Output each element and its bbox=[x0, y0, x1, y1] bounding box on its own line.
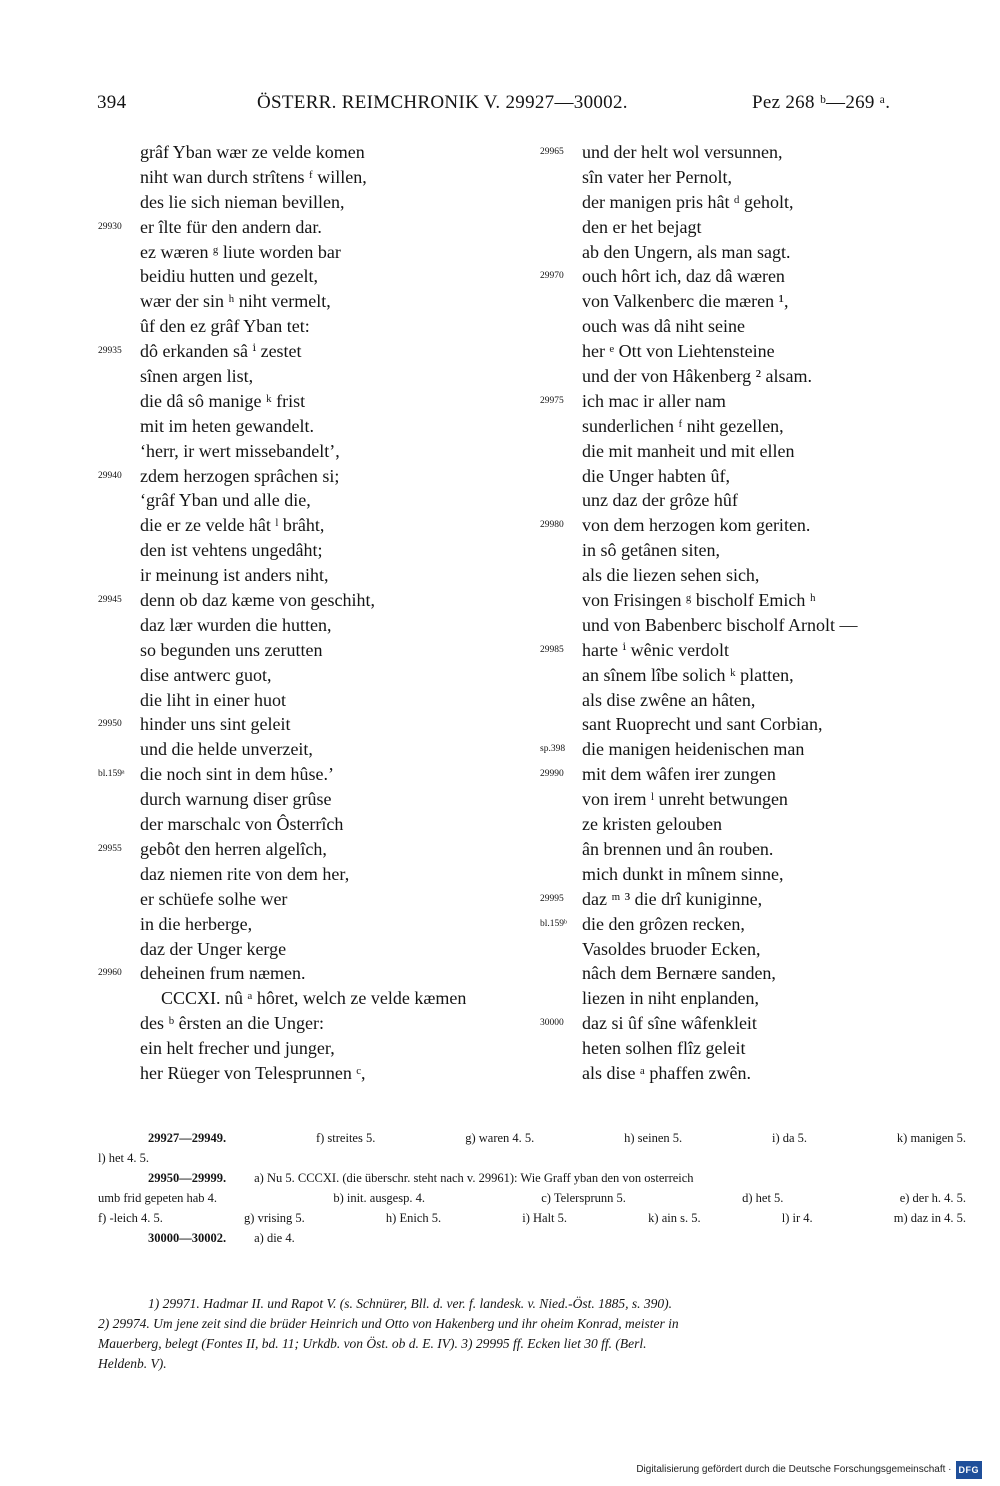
credit-text: Digitalisierung gefördert durch die Deutsche Forschungsgemeinschaft · bbox=[636, 1464, 952, 1475]
verse-line bbox=[540, 613, 960, 638]
verse-line bbox=[98, 289, 518, 314]
verse-line bbox=[540, 787, 960, 812]
verse-line bbox=[98, 140, 518, 165]
verse-text: niht wan durch strîtens ᶠ willen, bbox=[140, 166, 367, 187]
verse-line bbox=[540, 812, 960, 837]
apparatus-line bbox=[98, 1168, 966, 1188]
verse-text: des ᵇ êrsten an die Unger: bbox=[140, 1013, 325, 1034]
verse-text: grâf Yban wær ze velde komen bbox=[140, 142, 365, 162]
line-number: 29985 bbox=[540, 644, 564, 655]
verse-line bbox=[98, 538, 518, 563]
verse-line bbox=[540, 638, 960, 663]
verse-line bbox=[98, 712, 518, 737]
verse-line bbox=[98, 887, 518, 912]
apparatus-range: 29950—29999. bbox=[148, 1171, 227, 1185]
verse-text: wær der sin ʰ niht vermelt, bbox=[140, 291, 331, 312]
line-number: sp.398 bbox=[540, 744, 566, 755]
apparatus-note: i) Halt 5. bbox=[522, 1211, 568, 1225]
verse-line bbox=[98, 563, 518, 588]
verse-text: von Valkenberc die mæren ¹, bbox=[582, 291, 789, 312]
verse-line bbox=[98, 240, 518, 265]
verse-text: die liht in einer huot bbox=[140, 689, 286, 710]
verse-text: ‘herr, ir wert missebandelt’, bbox=[140, 440, 340, 461]
verse-line bbox=[540, 986, 960, 1011]
verse-text: von dem herzogen kom geriten. bbox=[582, 515, 811, 536]
verse-line bbox=[540, 165, 960, 190]
verse-line bbox=[540, 937, 960, 962]
apparatus-line bbox=[98, 1128, 966, 1148]
verse-line bbox=[540, 190, 960, 215]
verse-text: als dise ᵃ phaffen zwên. bbox=[582, 1062, 752, 1083]
critical-apparatus bbox=[98, 1128, 966, 1248]
apparatus-note: h) seinen 5. bbox=[624, 1131, 683, 1145]
verse-text: zdem herzogen sprâchen si; bbox=[140, 465, 340, 486]
footnote: Heldenb. V). bbox=[98, 1356, 167, 1371]
verse-text: nâch dem Bernære sanden, bbox=[582, 963, 776, 984]
verse-line bbox=[98, 1061, 518, 1086]
apparatus-note: i) da 5. bbox=[771, 1131, 808, 1145]
verse-text: durch warnung diser grûse bbox=[140, 789, 332, 810]
verse-text: die er ze velde hât ˡ brâht, bbox=[140, 515, 325, 536]
verse-text: gebôt den herren algelîch, bbox=[140, 838, 327, 859]
left-verse-column bbox=[98, 140, 518, 1086]
verse-text: ez wæren ᵍ liute worden bar bbox=[140, 241, 341, 262]
verse-text: ûf den ez grâf Yban tet: bbox=[140, 316, 310, 337]
verse-text: in die herberge, bbox=[140, 913, 253, 934]
verse-text: er îlte für den andern dar. bbox=[140, 216, 322, 237]
line-number: 29990 bbox=[540, 769, 564, 780]
verse-line bbox=[540, 538, 960, 563]
verse-line bbox=[98, 762, 518, 787]
verse-text: daz ᵐ ³ die drî kuniginne, bbox=[582, 888, 763, 909]
verse-text: sunderlichen ᶠ niht gezellen, bbox=[582, 415, 784, 436]
apparatus-note: h) Enich 5. bbox=[385, 1211, 442, 1225]
verse-text: von irem ˡ unreht betwungen bbox=[582, 789, 788, 810]
verse-line bbox=[98, 688, 518, 713]
apparatus-note: umb frid gepeten hab 4. bbox=[98, 1191, 218, 1205]
apparatus-line bbox=[98, 1228, 966, 1248]
apparatus-note: e) der h. 4. 5. bbox=[899, 1191, 966, 1205]
verse-text: der manigen pris hât ᵈ geholt, bbox=[582, 191, 794, 212]
line-number: bl.159ᵃ bbox=[98, 769, 125, 780]
verse-line bbox=[98, 389, 518, 414]
verse-text: ouch hôrt ich, daz dâ wæren bbox=[582, 266, 785, 287]
verse-line bbox=[98, 1011, 518, 1036]
verse-line bbox=[98, 488, 518, 513]
verse-line bbox=[540, 439, 960, 464]
verse-text: harte ⁱ wênic verdolt bbox=[582, 639, 730, 660]
verse-text: des lie sich nieman bevillen, bbox=[140, 191, 345, 212]
verse-text: ân brennen und ân rouben. bbox=[582, 838, 774, 859]
verse-text: heten solhen flîz geleit bbox=[582, 1038, 746, 1059]
verse-text: als die liezen sehen sich, bbox=[582, 565, 760, 586]
apparatus-note: m) daz in 4. 5. bbox=[893, 1211, 966, 1225]
verse-line bbox=[98, 414, 518, 439]
line-number: 29940 bbox=[98, 470, 122, 481]
verse-line bbox=[540, 414, 960, 439]
verse-text: daz si ûf sîne wâfenkleit bbox=[582, 1013, 757, 1034]
line-number: 29980 bbox=[540, 520, 564, 531]
digitization-credit bbox=[636, 1462, 982, 1478]
verse-line bbox=[540, 464, 960, 489]
verse-text: her ᵉ Ott von Liehtensteine bbox=[582, 341, 775, 362]
apparatus-line bbox=[98, 1148, 966, 1168]
line-number: 29935 bbox=[98, 346, 122, 357]
verse-text: von Frisingen ᵍ bischolf Emich ʰ bbox=[582, 590, 816, 611]
verse-text: in sô getânen siten, bbox=[582, 540, 720, 561]
apparatus-note: f) -leich 4. 5. bbox=[98, 1211, 163, 1225]
verse-line bbox=[98, 513, 518, 538]
line-number: 29945 bbox=[98, 595, 122, 606]
verse-text: die noch sint in dem hûse.’ bbox=[140, 764, 334, 785]
verse-line bbox=[540, 339, 960, 364]
verse-line bbox=[540, 389, 960, 414]
apparatus-note: a) Nu 5. CCCXI. (die überschr. steht nach v. 29961): Wie Graff yban den von osterreich bbox=[254, 1171, 694, 1185]
verse-line bbox=[540, 961, 960, 986]
line-number: 29930 bbox=[98, 221, 122, 232]
line-number: 29995 bbox=[540, 893, 564, 904]
apparatus-note: a) die 4. bbox=[254, 1231, 295, 1245]
verse-line bbox=[98, 165, 518, 190]
verse-line bbox=[98, 588, 518, 613]
verse-line bbox=[98, 638, 518, 663]
line-number: 29975 bbox=[540, 395, 564, 406]
verse-line bbox=[540, 912, 960, 937]
apparatus-note: l) het 4. 5. bbox=[98, 1151, 150, 1165]
dfg-logo: DFG bbox=[956, 1461, 983, 1479]
verse-line bbox=[540, 663, 960, 688]
verse-line bbox=[98, 464, 518, 489]
verse-line bbox=[540, 240, 960, 265]
verse-text: der marschalc von Ôsterrîch bbox=[140, 814, 344, 835]
apparatus-note: k) ain s. 5. bbox=[648, 1211, 701, 1225]
verse-line bbox=[98, 439, 518, 464]
verse-line bbox=[98, 190, 518, 215]
verse-text: unz daz der grôze hûf bbox=[582, 490, 738, 511]
verse-text: ich mac ir aller nam bbox=[582, 390, 726, 411]
verse-line bbox=[540, 289, 960, 314]
verse-text: den ist vehtens ungedâht; bbox=[140, 540, 323, 561]
footnote: 1) 29971. Hadmar II. und Rapot V. (s. Schnürer, Bll. d. ver. f. landesk. v. Nied.-Öst. 1885, s. 390). bbox=[148, 1296, 672, 1311]
verse-line bbox=[540, 688, 960, 713]
verse-line bbox=[98, 937, 518, 962]
verse-text: so begunden uns zerutten bbox=[140, 639, 323, 660]
verse-line bbox=[540, 588, 960, 613]
line-number: 29955 bbox=[98, 843, 122, 854]
verse-text: Vasoldes bruoder Ecken, bbox=[582, 938, 761, 959]
running-head bbox=[97, 92, 957, 122]
verse-line bbox=[540, 712, 960, 737]
verse-text: die dâ sô manige ᵏ frist bbox=[140, 390, 306, 411]
verse-line bbox=[98, 912, 518, 937]
verse-text: ‘grâf Yban und alle die, bbox=[140, 490, 311, 511]
verse-text: CCCXI. nû ᵃ hôret, welch ze velde kæmen bbox=[161, 988, 467, 1009]
verse-line bbox=[98, 215, 518, 240]
verse-line bbox=[98, 961, 518, 986]
verse-line bbox=[98, 1036, 518, 1061]
verse-text: an sînem lîbe solich ᵏ platten, bbox=[582, 664, 794, 685]
verse-text: die manigen heidenischen man bbox=[582, 739, 805, 760]
verse-line bbox=[98, 613, 518, 638]
verse-line bbox=[98, 663, 518, 688]
verse-text: denn ob daz kæme von geschiht, bbox=[140, 590, 375, 611]
verse-line bbox=[98, 986, 518, 1011]
verse-text: ein helt frecher und junger, bbox=[140, 1038, 335, 1059]
verse-line bbox=[98, 837, 518, 862]
verse-line bbox=[540, 488, 960, 513]
verse-text: und von Babenberc bischolf Arnolt — bbox=[582, 614, 858, 635]
verse-line bbox=[98, 314, 518, 339]
verse-line bbox=[540, 762, 960, 787]
verse-line bbox=[540, 364, 960, 389]
apparatus-note: l) ir 4. bbox=[781, 1211, 813, 1225]
verse-line bbox=[540, 264, 960, 289]
verse-text: mit im heten gewandelt. bbox=[140, 415, 314, 436]
verse-text: er schüefe solhe wer bbox=[140, 888, 288, 909]
line-number: 29960 bbox=[98, 968, 122, 979]
verse-text: ouch was dâ niht seine bbox=[582, 316, 745, 337]
verse-text: mit dem wâfen irer zungen bbox=[582, 764, 776, 785]
apparatus-note: g) vrising 5. bbox=[244, 1211, 305, 1225]
footnote: Mauerberg, belegt (Fontes II, bd. 11; Urkdb. von Öst. ob d. E. IV). 3) 29995 ff. Ecken liet 30 ff. (Berl. bbox=[98, 1336, 647, 1351]
page-number: 394 bbox=[97, 92, 127, 113]
verse-text: und die helde unverzeit, bbox=[140, 739, 313, 760]
line-number: bl.159ᵇ bbox=[540, 918, 567, 929]
apparatus-line bbox=[98, 1208, 966, 1228]
verse-line bbox=[540, 140, 960, 165]
verse-line bbox=[98, 862, 518, 887]
verse-line bbox=[98, 264, 518, 289]
line-number: 29970 bbox=[540, 271, 564, 282]
footnotes bbox=[98, 1294, 966, 1374]
apparatus-note: f) streites 5. bbox=[315, 1131, 376, 1145]
apparatus-note: b) init. ausgesp. 4. bbox=[333, 1191, 425, 1205]
verse-text: die mit manheit und mit ellen bbox=[582, 440, 795, 461]
apparatus-range: 30000—30002. bbox=[148, 1231, 227, 1245]
verse-text: sant Ruoprecht und sant Corbian, bbox=[582, 714, 823, 735]
verse-text: daz lær wurden die hutten, bbox=[140, 614, 332, 635]
apparatus-range: 29927—29949. bbox=[148, 1131, 227, 1145]
verse-line bbox=[540, 737, 960, 762]
verse-line bbox=[98, 812, 518, 837]
apparatus-note: g) waren 4. 5. bbox=[465, 1131, 535, 1145]
verse-text: und der von Hâkenberg ² alsam. bbox=[582, 366, 813, 387]
page-title: ÖSTERR. REIMCHRONIK V. 29927—30002. bbox=[257, 92, 628, 113]
line-number: 30000 bbox=[540, 1018, 564, 1029]
verse-text: mich dunkt in mînem sinne, bbox=[582, 863, 784, 884]
verse-text: den er het bejagt bbox=[582, 216, 702, 237]
verse-text: sîn vater her Pernolt, bbox=[582, 166, 732, 187]
verse-text: ze kristen gelouben bbox=[582, 814, 722, 835]
verse-line bbox=[540, 837, 960, 862]
verse-line bbox=[98, 339, 518, 364]
line-number: 29965 bbox=[540, 147, 564, 157]
verse-line bbox=[540, 1061, 960, 1086]
verse-line bbox=[540, 1036, 960, 1061]
verse-text: ir meinung ist anders niht, bbox=[140, 565, 329, 586]
verse-line bbox=[540, 314, 960, 339]
verse-line bbox=[540, 862, 960, 887]
verse-text: her Rüeger von Telesprunnen ᶜ, bbox=[140, 1062, 366, 1083]
line-number: 29950 bbox=[98, 719, 122, 730]
verse-text: beidiu hutten und gezelt, bbox=[140, 266, 318, 287]
apparatus-note: c) Telersprunn 5. bbox=[541, 1191, 626, 1205]
apparatus-note: d) het 5. bbox=[742, 1191, 784, 1205]
verse-text: die den grôzen recken, bbox=[582, 913, 745, 934]
verse-text: die Unger habten ûf, bbox=[582, 465, 730, 486]
verse-text: daz der Unger kerge bbox=[140, 938, 287, 959]
verse-line bbox=[540, 1011, 960, 1036]
verse-text: sînen argen list, bbox=[140, 366, 254, 387]
right-verse-column bbox=[540, 140, 960, 1086]
pez-reference: Pez 268 ᵇ—269 ᵃ. bbox=[752, 92, 891, 113]
verse-line bbox=[540, 513, 960, 538]
verse-text: als dise zwêne an hâten, bbox=[582, 689, 756, 710]
verse-text: liezen in niht enplanden, bbox=[582, 988, 759, 1009]
verse-line bbox=[540, 887, 960, 912]
verse-line bbox=[98, 737, 518, 762]
verse-text: ab den Ungern, als man sagt. bbox=[582, 241, 791, 262]
footnote: 2) 29974. Um jene zeit sind die brüder Heinrich und Otto von Hakenberg und ihr oheim Konrad, meister in bbox=[98, 1316, 679, 1331]
apparatus-note: k) manigen 5. bbox=[896, 1131, 966, 1145]
verse-text: dô erkanden sâ ⁱ zestet bbox=[140, 341, 302, 362]
verse-line bbox=[98, 364, 518, 389]
verse-text: hinder uns sint geleit bbox=[140, 714, 291, 735]
verse-line bbox=[540, 215, 960, 240]
verse-line bbox=[540, 563, 960, 588]
verse-line bbox=[98, 787, 518, 812]
verse-text: deheinen frum næmen. bbox=[140, 963, 306, 984]
verse-text: dise antwerc guot, bbox=[140, 664, 272, 685]
verse-text: und der helt wol versunnen, bbox=[582, 142, 783, 162]
apparatus-line bbox=[98, 1188, 966, 1208]
verse-text: daz niemen rite von dem her, bbox=[140, 863, 350, 884]
